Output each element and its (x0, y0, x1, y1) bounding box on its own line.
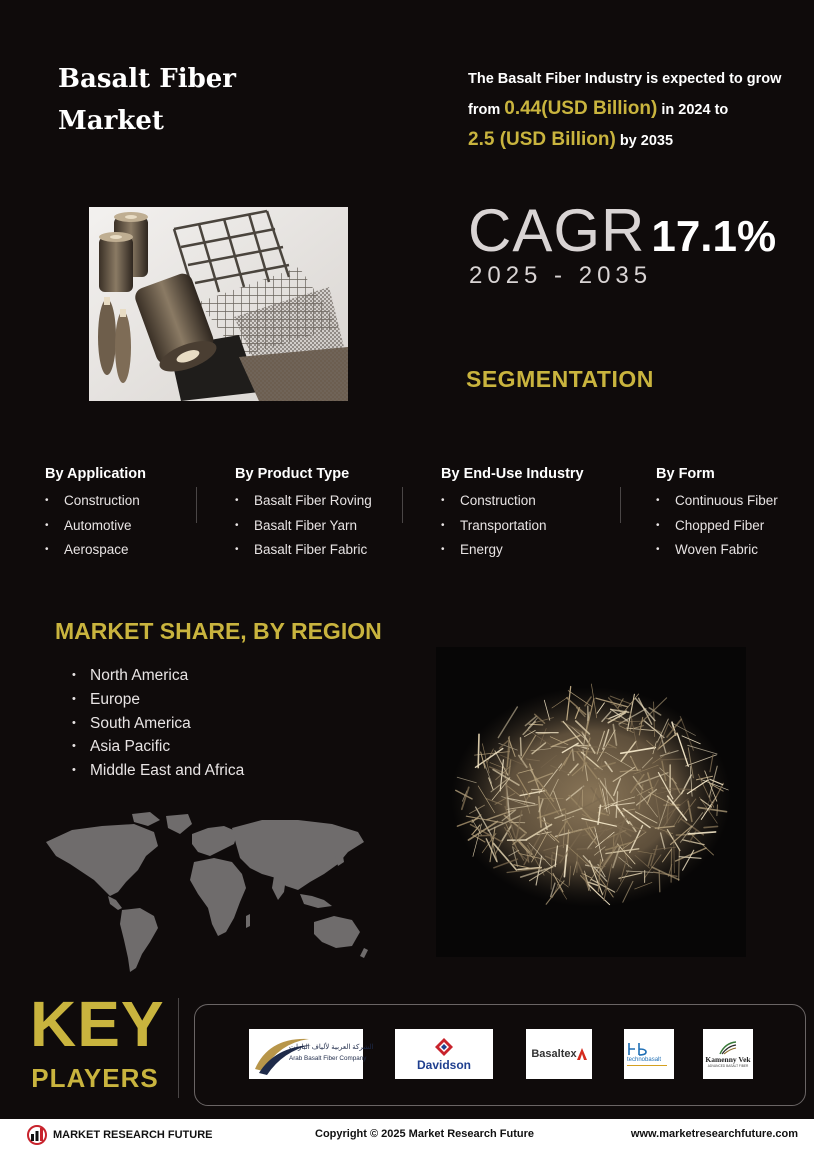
market-headline (468, 64, 808, 156)
market-share-title: MARKET SHARE, BY REGION (55, 618, 382, 644)
region-item: • Asia Pacific (72, 735, 244, 759)
arab-basalt-name: Arab Basalt Fiber Company (289, 1055, 367, 1062)
logo-kamenny-vek (703, 1029, 753, 1079)
region-list (72, 664, 244, 783)
segment-item: • Woven Fabric (656, 538, 778, 563)
fiber-strand (521, 738, 522, 756)
cagr-value: 17.1% (651, 212, 777, 261)
segment-heading: By End-Use Industry (441, 466, 584, 482)
value-2035: 2.5 (USD Billion) (468, 129, 616, 150)
footer (0, 1119, 814, 1150)
key-players-line-2: PLAYERS (31, 1063, 159, 1093)
chopped-basalt-fiber-image (436, 647, 746, 957)
technobasalt-underline (627, 1065, 667, 1066)
cagr-block (468, 196, 776, 265)
arab-basalt-arabic: الشركة العربية لألياف البازلت (289, 1044, 374, 1051)
headline-line-1: The Basalt Fiber Industry is expected to grow (468, 71, 782, 87)
key-players-line-1: KEY (30, 988, 165, 1060)
logo-davidson (395, 1029, 493, 1079)
headline-line-3 (468, 125, 808, 156)
headline-by-year: by 2035 (619, 133, 674, 149)
kamenny-vek-tagline: ADVANCED BASALT FIBER (707, 1063, 749, 1068)
world-map-image (42, 812, 372, 976)
segment-heading: By Product Type (235, 466, 350, 482)
footer-brand-name: MARKET RESEARCH FUTURE (53, 1129, 213, 1141)
kamenny-vek-name: Kamenny Vek (705, 1054, 751, 1064)
segment-item: • Aerospace (45, 538, 146, 563)
logo-arab-basalt-fiber (249, 1029, 374, 1079)
segment-by-form (656, 466, 778, 563)
footer-website-link[interactable]: www.marketresearchfuture.com (630, 1128, 798, 1140)
basaltex-logo-icon (577, 1048, 587, 1060)
segment-divider (402, 487, 403, 523)
basaltex-name: Basaltex (531, 1048, 577, 1060)
segment-heading: By Application (45, 466, 146, 482)
logo-technobasalt (624, 1029, 674, 1079)
arab-basalt-text (289, 1043, 374, 1062)
segment-item: • Automotive (45, 514, 146, 539)
segment-item: • Construction (45, 489, 146, 514)
headline-line-2 (468, 94, 808, 125)
region-item: • North America (72, 664, 244, 688)
davidson-logo-icon (434, 1037, 454, 1057)
footer-copyright: Copyright © 2025 Market Research Future (315, 1128, 535, 1140)
segment-by-product-type (235, 466, 372, 563)
region-item: • South America (72, 712, 244, 736)
segment-divider (620, 487, 621, 523)
segment-divider (196, 487, 197, 523)
segment-item: • Chopped Fiber (656, 514, 778, 539)
footer-brand (26, 1125, 213, 1145)
cagr-period: 2025 - 2035 (469, 262, 653, 289)
region-item: • Middle East and Africa (72, 759, 244, 783)
fiber-strand (479, 835, 490, 836)
fiber-strand (478, 734, 479, 767)
segmentation-title: SEGMENTATION (466, 366, 654, 392)
davidson-name: Davidson (416, 1057, 471, 1072)
kamenny-vek-logo-icon (719, 1041, 737, 1055)
mrf-logo-icon (26, 1125, 48, 1145)
value-2024: 0.44(USD Billion) (504, 98, 658, 119)
segment-by-application (45, 466, 146, 563)
segment-item: • Construction (441, 489, 584, 514)
fiber-strand (577, 848, 591, 849)
fiber-strand (679, 849, 680, 880)
technobasalt-logo-icon (627, 1043, 647, 1057)
basalt-products-image (89, 207, 348, 401)
segment-item: • Transportation (441, 514, 584, 539)
headline-in-year: in 2024 to (661, 102, 729, 118)
key-players-title (30, 988, 165, 1096)
logo-basaltex (526, 1029, 592, 1079)
segment-item: • Basalt Fiber Roving (235, 489, 372, 514)
segment-item: • Energy (441, 538, 584, 563)
key-players-divider (178, 998, 179, 1098)
region-item: • Europe (72, 688, 244, 712)
segment-heading: By Form (656, 466, 715, 482)
page-title: Basalt Fiber Market (58, 64, 237, 136)
headline-from: from (468, 102, 501, 118)
segment-by-end-use-industry (441, 466, 584, 563)
segment-item: • Basalt Fiber Fabric (235, 538, 372, 563)
fiber-strand (659, 871, 660, 892)
technobasalt-name: technobasalt (627, 1056, 662, 1063)
segment-item: • Basalt Fiber Yarn (235, 514, 372, 539)
segment-item: • Continuous Fiber (656, 489, 778, 514)
cagr-label: CAGR (468, 197, 646, 264)
